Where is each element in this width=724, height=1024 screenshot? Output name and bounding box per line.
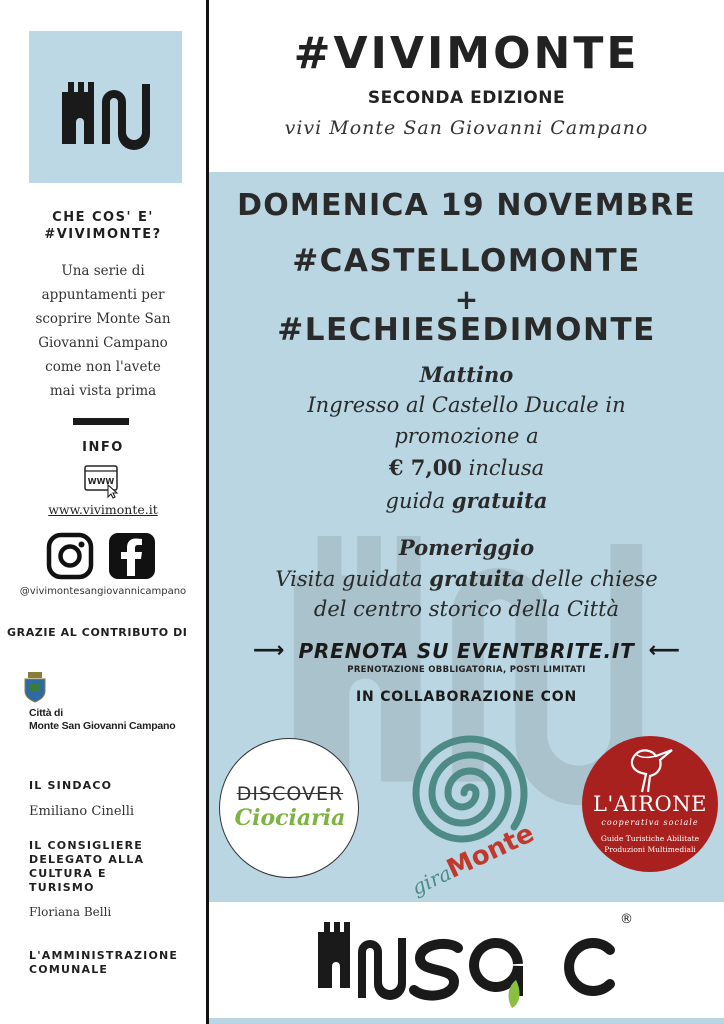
desc-line: scoprire Monte San	[35, 311, 171, 327]
www-icon	[84, 465, 120, 499]
giramonte-text-a: gira	[407, 860, 455, 900]
price: € 7,00	[388, 455, 462, 480]
page-title: #VIVIMONTE	[293, 28, 640, 79]
facebook-icon[interactable]	[108, 532, 156, 580]
contribution-heading: GRAZIE AL CONTRIBUTO DI	[7, 626, 188, 639]
desc-line: appuntamenti per	[41, 287, 165, 303]
what-is-heading-line2: #VIVIMONTE?	[44, 227, 162, 242]
councillor-label-line4: TURISMO	[29, 881, 95, 894]
instagram-icon[interactable]	[46, 532, 94, 580]
afternoon-text-free: gratuita	[429, 566, 525, 591]
morning-price-line	[209, 455, 724, 480]
guide-text: guida	[385, 489, 452, 513]
booking-note: PRENOTAZIONE OBBLIGATORIA, POSTI LIMITATI	[347, 665, 586, 675]
giramonte-logo	[380, 728, 560, 900]
arrow-right-icon: ⟶	[252, 638, 285, 663]
airone-logo	[582, 736, 718, 872]
ciociaria-text: Ciociaria	[234, 805, 346, 831]
desc-line: come non l'avete	[45, 359, 161, 375]
afternoon-text-a: Visita guidata	[275, 567, 430, 591]
morning-line: promozione a	[394, 424, 539, 448]
desc-line: mai vista prima	[49, 383, 157, 399]
city-name-line1: Città di	[29, 707, 63, 719]
www-icon-label: WWW	[87, 477, 115, 486]
giramonte-text-b: Monte	[442, 818, 539, 885]
what-is-heading	[0, 209, 206, 243]
morning-line	[209, 488, 724, 513]
booking-row	[209, 638, 724, 663]
councillor-label	[29, 839, 144, 895]
hashtag-chiese: #LECHIESEDIMONTE	[277, 312, 656, 348]
city-name-line2: Monte San Giovanni Campano	[29, 720, 176, 732]
airone-line1: Guide Turistiche Abilitate	[600, 834, 700, 843]
administration-label-line1: L'AMMINISTRAZIONE	[29, 949, 179, 962]
administration-label-line2: COMUNALE	[29, 963, 109, 976]
discover-ciociaria-logo	[219, 738, 359, 878]
price-suffix: inclusa	[461, 456, 545, 480]
free-text: gratuita	[451, 488, 548, 513]
tagline: vivi Monte San Giovanni Campano	[284, 117, 649, 139]
msgc-logo	[318, 918, 618, 1014]
afternoon-line	[209, 566, 724, 591]
booking-link[interactable]: PRENOTA SU EVENTBRITE.IT	[298, 638, 635, 663]
plus-sign: +	[454, 283, 479, 316]
section-rule	[73, 418, 129, 425]
social-handle[interactable]: @vivimontesangiovannicampano	[19, 586, 187, 597]
registered-mark: ®	[620, 912, 633, 927]
edition-subtitle: SECONDA EDIZIONE	[367, 88, 566, 108]
header-panel	[209, 0, 724, 172]
crest-icon	[24, 672, 46, 702]
desc-line: Giovanni Campano	[38, 335, 168, 351]
afternoon-heading: Pomeriggio	[398, 535, 535, 560]
bottom-strip	[209, 1018, 724, 1024]
afternoon-line: del centro storico della Città	[313, 597, 620, 621]
hashtag-castello: #CASTELLOMONTE	[292, 243, 641, 279]
mayor-label: IL SINDACO	[29, 779, 113, 792]
airone-subtitle: cooperativa sociale	[601, 818, 699, 827]
castle-logo-icon	[58, 68, 154, 146]
councillor-name: Floriana Belli	[29, 905, 112, 919]
city-name	[29, 707, 175, 733]
mayor-name: Emiliano Cinelli	[29, 804, 135, 819]
discover-text: DISCOVER	[236, 783, 344, 805]
collaboration-heading: IN COLLABORAZIONE CON	[356, 689, 577, 705]
what-is-description	[0, 259, 206, 403]
arrow-left-icon: ⟵	[648, 638, 681, 663]
website-link[interactable]: www.vivimonte.it	[48, 502, 158, 517]
desc-line: Una serie di	[61, 263, 145, 279]
brand-logo	[29, 31, 182, 183]
councillor-label-line3: CULTURA E	[29, 867, 107, 880]
councillor-label-line1: IL CONSIGLIERE	[29, 839, 144, 852]
heron-icon	[622, 744, 678, 794]
morning-line: Ingresso al Castello Ducale in	[307, 393, 626, 417]
afternoon-text-c: delle chiese	[524, 567, 658, 591]
morning-heading: Mattino	[419, 362, 514, 387]
what-is-heading-line1: CHE COS' E'	[52, 210, 154, 225]
airone-title: L'AIRONE	[593, 792, 707, 816]
airone-line2: Produzioni Multimediali	[604, 845, 696, 854]
info-heading: INFO	[82, 440, 124, 455]
administration-label	[29, 949, 178, 977]
councillor-label-line2: DELEGATO ALLA	[29, 853, 145, 866]
event-date: DOMENICA 19 NOVEMBRE	[237, 188, 696, 223]
